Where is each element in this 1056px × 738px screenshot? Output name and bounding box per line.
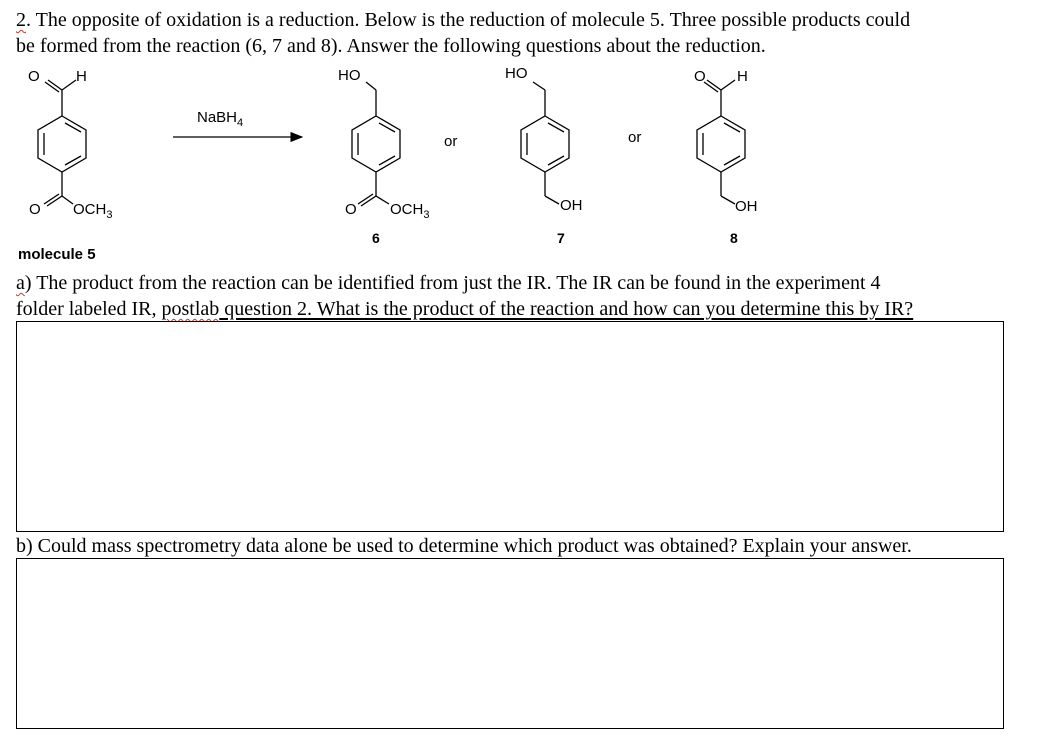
part-a-line-2-start: folder labeled IR,	[16, 298, 162, 320]
m5-bottom-o-label: O	[29, 201, 41, 218]
molecule-6-structure	[352, 82, 400, 206]
postlab-word: postlab	[161, 298, 220, 320]
m5-och3-label: $OCH_3$	[73, 201, 113, 221]
molecule-8-structure	[697, 80, 745, 204]
part-a-line-2-end: question 2. What is the product of the reaction and how can you determine this by IR?	[219, 298, 914, 320]
molecule-7-number: 7	[557, 230, 565, 246]
part-a-line-1-text: ) The product from the reaction can be identified from just the IR. The IR can be found in the experiment 4	[24, 272, 881, 294]
answer-box-b[interactable]	[16, 558, 1004, 729]
reagent-label: NaBH$_4$	[197, 109, 244, 129]
or-label-2: or	[628, 129, 642, 146]
m8-top-h-label: H	[737, 68, 748, 85]
question-line-1	[16, 7, 910, 33]
m6-ho-label: HO	[338, 67, 361, 84]
or-label-1: or	[444, 133, 458, 150]
m6-bottom-o-label: O	[345, 201, 357, 218]
m8-top-o-label: O	[694, 68, 706, 85]
question-line-2: be formed from the reaction (6, 7 and 8). Answer the following questions about the reduction.	[16, 35, 766, 57]
part-a-letter: a	[16, 272, 25, 294]
part-a-line-2	[16, 296, 913, 322]
m5-top-o-label: O	[28, 68, 40, 85]
part-a-line-1	[16, 270, 881, 296]
m7-oh-label: OH	[560, 197, 583, 214]
question-number: 2	[16, 9, 26, 31]
answer-input-a[interactable]	[17, 322, 1003, 531]
m5-top-h-label: H	[76, 68, 87, 85]
m7-ho-label: HO	[505, 65, 528, 82]
molecule-6-number: 6	[372, 230, 380, 246]
molecule-5-caption: molecule 5	[18, 246, 96, 263]
molecule-7-structure	[521, 82, 569, 204]
m6-och3-label: $OCH_3$	[390, 201, 430, 221]
molecule-5-structure	[38, 80, 86, 206]
molecule-8-number: 8	[730, 230, 738, 246]
answer-box-a[interactable]	[16, 321, 1004, 532]
question-line-1-text: . The opposite of oxidation is a reduction. Below is the reduction of molecule 5. Three possible products could	[26, 9, 911, 31]
m8-oh-label: OH	[735, 198, 758, 215]
part-b-question: b) Could mass spectrometry data alone be used to determine which product was obtained? Explain your answer.	[16, 535, 912, 557]
reaction-scheme	[0, 56, 1056, 268]
answer-input-b[interactable]	[17, 559, 1003, 728]
